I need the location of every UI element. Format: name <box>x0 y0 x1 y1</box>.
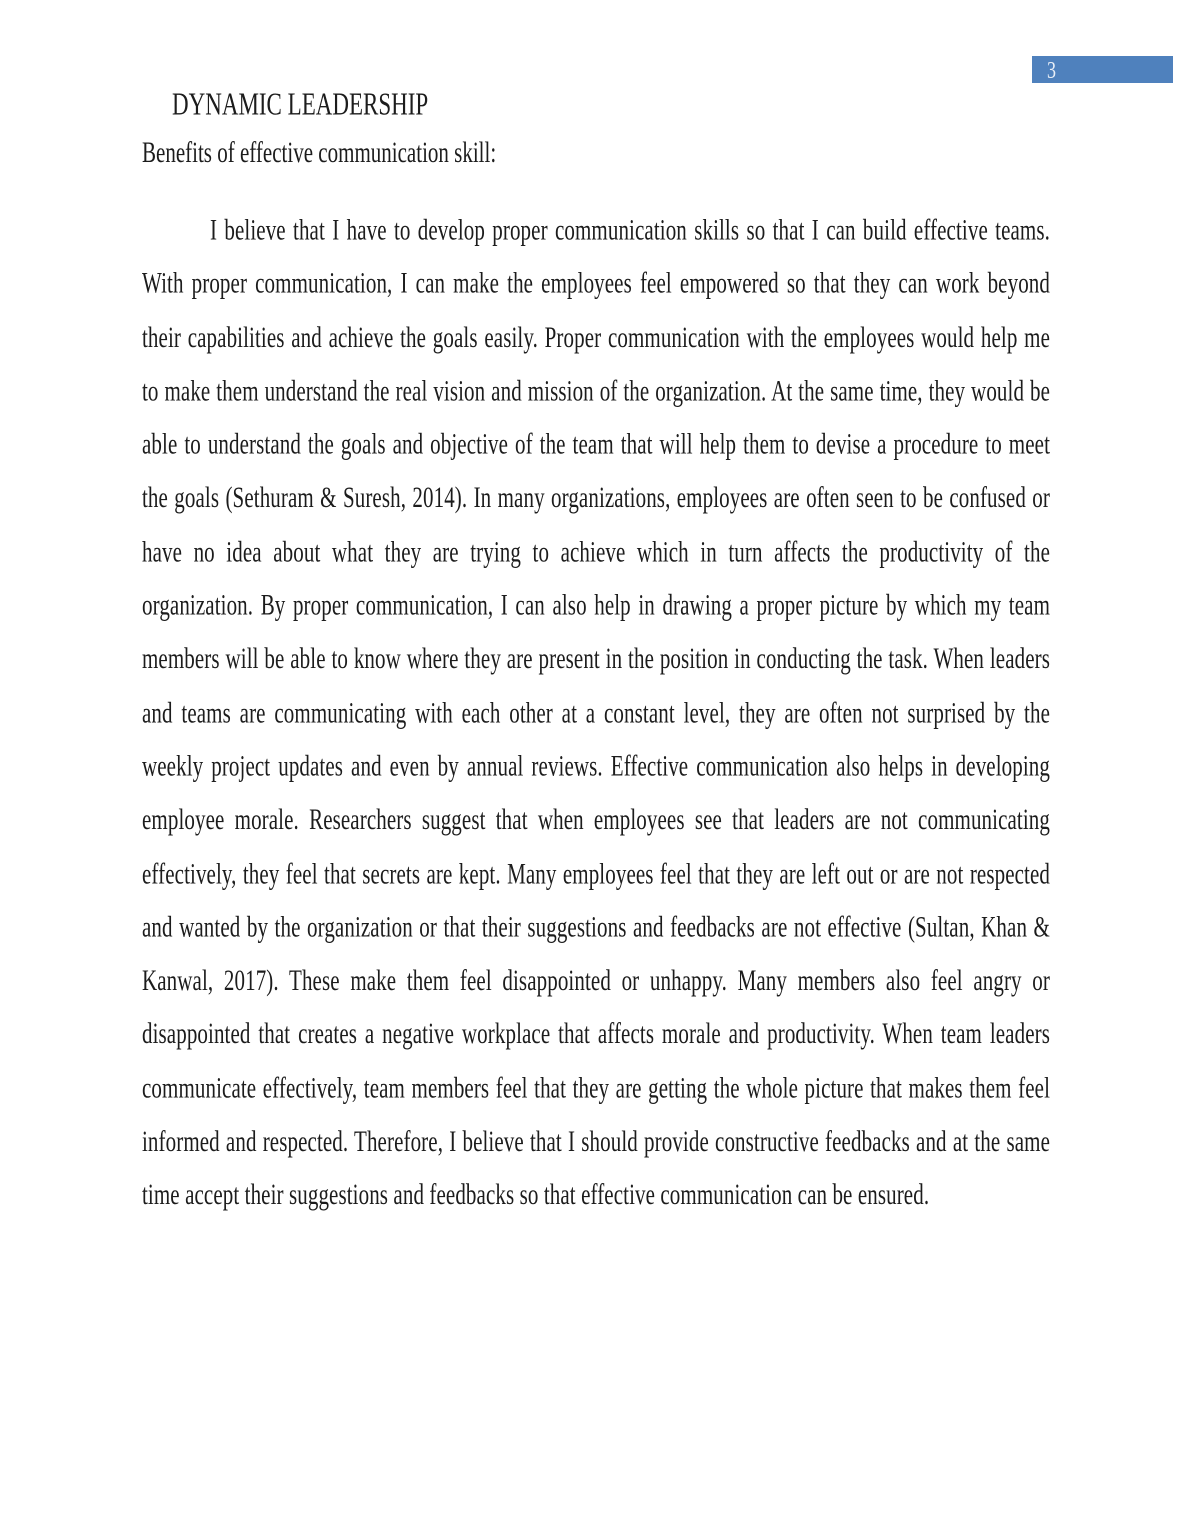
page-number: 3 <box>1047 56 1056 83</box>
section-heading: Benefits of effective communication skill: <box>142 135 497 169</box>
running-head: DYNAMIC LEADERSHIP <box>172 86 429 122</box>
body-paragraph: I believe that I have to develop proper communication skills so that I can build effective teams. With proper communication, I can make the employees feel empowered so that they can work beyond their capabilities and achieve the goals easily. Proper communication with the employees would help me to make them understand the real vision and mission of the organization. At the same time, they would be able to understand the goals and objective of the team that will help them to devise a procedure to meet the goals (Sethuram & Suresh, 2014). In many organizations, employees are often seen to be confused or have no idea about what they are trying to achieve which in turn affects the productivity of the organization. By proper communication, I can also help in drawing a proper picture by which my team members will be able to know where they are present in the position in conducting the task. When leaders and teams are communicating with each other at a constant level, they are often not surprised by the weekly project updates and even by annual reviews. Effective communication also helps in developing employee morale. Researchers suggest that when employees see that leaders are not communicating effectively, they feel that secrets are kept. Many employees feel that they are left out or are not respected and wanted by the organization or that their suggestions and feedbacks are not effective (Sultan, Khan & Kanwal, 2017). These make them feel disappointed or unhappy. Many members also feel angry or disappointed that creates a negative workplace that affects morale and productivity. When team leaders communicate effectively, team members feel that they are getting the whole picture that makes them feel informed and respected. Therefore, I believe that I should provide constructive feedbacks and at the same time accept their suggestions and feedbacks so that effective communication can be ensured. <box>142 212 1050 1212</box>
page-number-badge <box>1032 56 1173 83</box>
